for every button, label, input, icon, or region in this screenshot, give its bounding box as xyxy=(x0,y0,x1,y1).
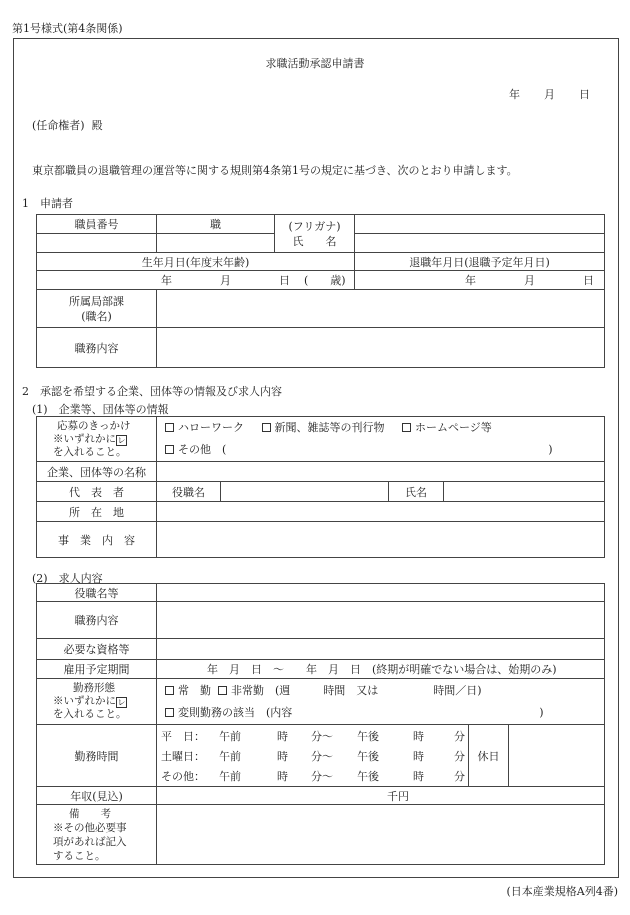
newspaper-label: 新聞、雑誌等の刊行物 xyxy=(274,421,385,434)
employment-period-value[interactable]: 年 月 日 ～ 年 月 日 (終期が明確でない場合は、始期のみ) xyxy=(157,660,605,679)
company-name-label: 企業、団体等の名称 xyxy=(37,462,157,482)
trigger-label-cell xyxy=(37,417,157,462)
business-value[interactable] xyxy=(157,522,605,558)
hours-am: 午前 xyxy=(219,769,241,783)
homepage-checkbox[interactable] xyxy=(402,423,411,432)
job-duties-label: 職務内容 xyxy=(37,602,157,639)
trigger-note-2: を入れること。 xyxy=(53,445,127,458)
location-value[interactable] xyxy=(157,502,605,522)
hours-am: 午前 xyxy=(219,749,241,763)
subsection1-heading: (1) 企業等、団体等の情報 xyxy=(32,403,169,416)
remarks-note-1: ※その他必要事 xyxy=(53,821,127,834)
homepage-label: ホームページ等 xyxy=(415,421,492,434)
name-label-cell xyxy=(275,215,355,253)
hours-h2: 時 xyxy=(413,729,424,743)
work-hours-label: 勤務時間 xyxy=(37,725,157,787)
furigana-value[interactable] xyxy=(355,215,605,234)
job-duties-value[interactable] xyxy=(157,602,605,639)
business-label: 事 業 内 容 xyxy=(37,522,157,558)
retire-year: 年 xyxy=(465,274,476,287)
qualifications-label: 必要な資格等 xyxy=(37,639,157,660)
full-time-label: 常 勤 xyxy=(178,683,211,697)
furigana-label: (フリガナ) xyxy=(288,219,341,233)
retire-day: 日 xyxy=(583,274,594,287)
retire-month: 月 xyxy=(524,274,535,287)
employment-period-label: 雇用予定期間 xyxy=(37,660,157,679)
check-mark-icon: レ xyxy=(117,435,126,445)
birth-value[interactable] xyxy=(37,271,355,290)
date-month: 月 xyxy=(544,88,555,101)
part-time-checkbox[interactable] xyxy=(218,686,227,695)
hours-h2: 時 xyxy=(413,749,424,763)
page-title: 求職活動承認申請書 xyxy=(265,57,365,70)
name-label: 氏 名 xyxy=(292,234,337,248)
retire-label: 退職年月日(退職予定年月日) xyxy=(355,253,605,271)
rep-title-value[interactable] xyxy=(221,482,389,502)
part-time-label: 非常勤 (週 時間 又は 時間／日) xyxy=(231,683,482,697)
income-label: 年収(見込) xyxy=(37,787,157,805)
holidays-value[interactable] xyxy=(509,725,605,787)
hellowork-label: ハローワーク xyxy=(178,421,244,434)
income-unit: 千円 xyxy=(387,789,409,803)
addressee-suffix: 殿 xyxy=(91,119,103,132)
job-table xyxy=(36,583,605,865)
hours-row-label: 平 日： xyxy=(161,729,205,743)
post-title-value[interactable] xyxy=(157,584,605,602)
remarks-label: 備 考 xyxy=(69,807,111,820)
duties-value[interactable] xyxy=(157,328,605,368)
trigger-options xyxy=(157,417,605,462)
holidays-label: 休日 xyxy=(469,725,509,787)
dept-label: 所属局部課 xyxy=(69,294,124,308)
hours-am: 午前 xyxy=(219,729,241,743)
hours-m1: 分～ xyxy=(311,749,333,763)
hours-row-label: その他： xyxy=(161,769,205,783)
dept-sublabel: (職名) xyxy=(81,309,112,323)
full-time-checkbox[interactable] xyxy=(165,686,174,695)
newspaper-checkbox[interactable] xyxy=(262,423,271,432)
birth-day: 日 xyxy=(279,274,290,287)
irregular-label: 変則勤務の該当 (内容 xyxy=(178,705,293,719)
location-label: 所 在 地 xyxy=(37,502,157,522)
remarks-note-3: すること。 xyxy=(53,849,106,862)
hours-m2: 分 xyxy=(454,729,465,743)
staff-no-value[interactable] xyxy=(37,234,157,253)
irregular-close: ) xyxy=(539,705,544,719)
work-form-note: ※いずれかに xyxy=(53,695,116,707)
birth-month: 月 xyxy=(220,274,231,287)
remarks-note-2: 項があれば記入 xyxy=(53,835,127,848)
retire-value[interactable] xyxy=(355,271,605,290)
hours-m2: 分 xyxy=(454,769,465,783)
hours-m1: 分～ xyxy=(311,729,333,743)
date-day: 日 xyxy=(579,88,590,101)
position-label: 職 xyxy=(157,215,275,234)
applicant-table xyxy=(36,214,605,368)
hours-m2: 分 xyxy=(454,749,465,763)
company-table xyxy=(36,416,605,558)
date-line xyxy=(509,86,590,102)
hours-h1: 時 xyxy=(277,749,288,763)
rep-name-label: 氏名 xyxy=(389,482,444,502)
hours-row-label: 土曜日： xyxy=(161,749,205,763)
dept-label-cell xyxy=(37,290,157,328)
other-close: ) xyxy=(548,443,553,456)
post-title-label: 役職名等 xyxy=(37,584,157,602)
age-close: 歳) xyxy=(330,274,346,287)
section2-heading: 2 承認を希望する企業、団体等の情報及び求人内容 xyxy=(22,385,282,398)
work-hours-value[interactable] xyxy=(157,725,469,787)
trigger-note: ※いずれかに xyxy=(53,432,116,445)
representative-label: 代 表 者 xyxy=(37,482,157,502)
rep-title-label: 役職名 xyxy=(157,482,221,502)
name-value[interactable] xyxy=(355,234,605,253)
work-form-label: 勤務形態 xyxy=(73,682,115,694)
remarks-value[interactable] xyxy=(157,805,605,865)
intro-text: 東京都職員の退職管理の運営等に関する規則第4条第1号の規定に基づき、次のとおり申請します。 xyxy=(32,164,518,177)
date-year: 年 xyxy=(509,88,520,101)
hours-pm: 午後 xyxy=(357,729,379,743)
dept-value[interactable] xyxy=(157,290,605,328)
work-form-label-cell xyxy=(37,679,157,725)
birth-year: 年 xyxy=(161,274,172,287)
duties-label: 職務内容 xyxy=(37,328,157,368)
hours-pm: 午後 xyxy=(357,769,379,783)
addressee-line xyxy=(32,117,103,133)
hours-h1: 時 xyxy=(277,729,288,743)
trigger-label: 応募のきっかけ xyxy=(57,419,131,432)
other-label: その他 ( xyxy=(178,443,227,456)
hours-m1: 分～ xyxy=(311,769,333,783)
rep-name-value[interactable] xyxy=(444,482,605,502)
age-open: ( xyxy=(304,274,309,287)
other-checkbox[interactable] xyxy=(165,445,174,454)
section1-heading: 1 申請者 xyxy=(22,197,73,210)
remarks-label-cell xyxy=(37,805,157,865)
position-value[interactable] xyxy=(157,234,275,253)
company-name-value[interactable] xyxy=(157,462,605,482)
work-form-options xyxy=(157,679,605,725)
work-form-note-2: を入れること。 xyxy=(53,708,127,720)
staff-no-label: 職員番号 xyxy=(37,215,157,234)
qualifications-value[interactable] xyxy=(157,639,605,660)
hellowork-checkbox[interactable] xyxy=(165,423,174,432)
addressee: (任命権者) xyxy=(32,119,85,132)
hours-h2: 時 xyxy=(413,769,424,783)
income-value[interactable] xyxy=(157,787,605,805)
hours-pm: 午後 xyxy=(357,749,379,763)
hours-grid xyxy=(161,726,465,786)
hours-h1: 時 xyxy=(277,769,288,783)
form-number: 第1号様式(第4条関係) xyxy=(12,22,123,35)
subsection2-heading: (2) 求人内容 xyxy=(32,572,103,585)
check-mark-icon: レ xyxy=(117,698,126,707)
paper-size-note: (日本産業規格A列4番) xyxy=(506,885,618,898)
birth-label: 生年月日(年度末年齢) xyxy=(37,253,355,271)
irregular-checkbox[interactable] xyxy=(165,708,174,717)
